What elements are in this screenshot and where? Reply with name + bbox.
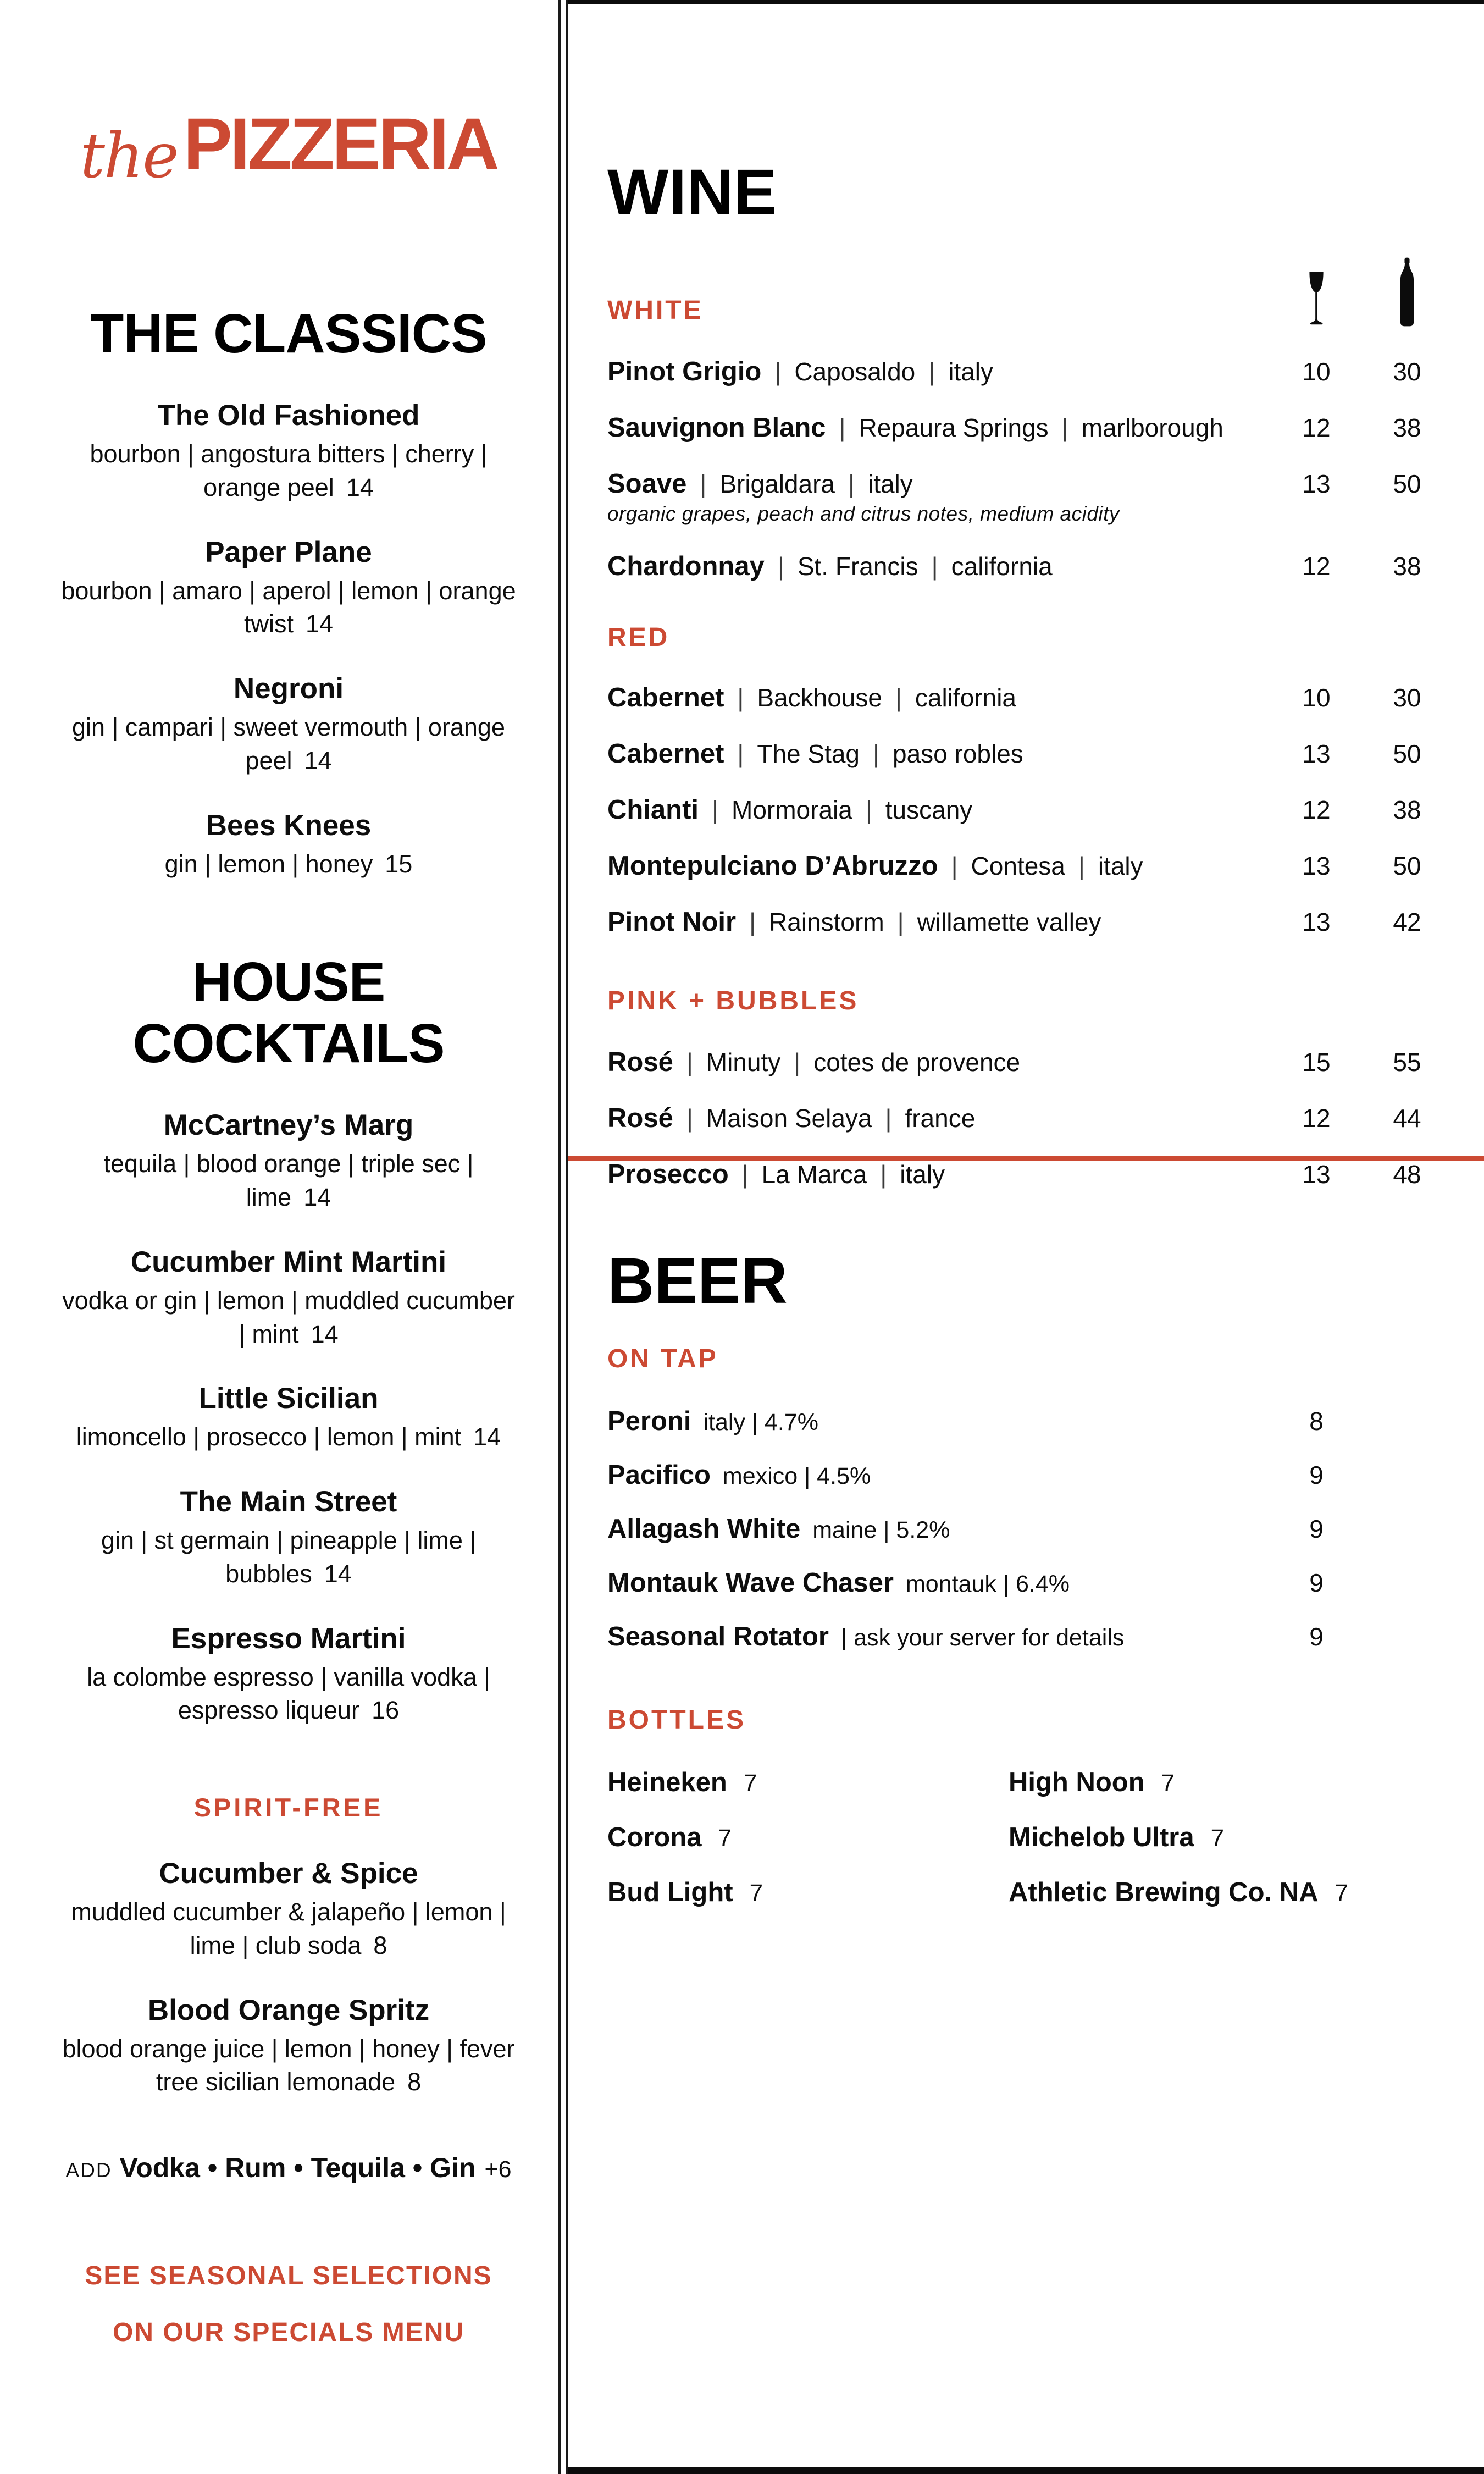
beer-row [607, 1621, 1454, 1652]
wine-region: paso robles [892, 739, 1023, 768]
item-price: 14 [473, 1423, 501, 1451]
separator: | [951, 852, 958, 880]
glass-price: 12 [1302, 796, 1331, 824]
item-name: Cucumber & Spice [159, 1857, 418, 1890]
glass-price: 13 [1302, 852, 1331, 880]
spirit-free-section-label: SPIRIT-FREE [193, 1793, 384, 1822]
menu-item [41, 399, 536, 505]
menu-item [41, 1382, 536, 1454]
glass-price: 13 [1302, 1160, 1331, 1189]
glass-price: 12 [1302, 1104, 1331, 1133]
beer-row [607, 1406, 1454, 1437]
separator: | [848, 470, 855, 498]
separator: | [794, 1048, 801, 1076]
beer-detail: italy | 4.7% [703, 1409, 819, 1435]
wine-region: tuscany [885, 796, 973, 824]
wine-tasting-note: organic grapes, peach and citrus notes, medium acidity [607, 502, 1120, 525]
wine-row [607, 551, 1454, 582]
menu-item [41, 1245, 536, 1351]
item-description: gin | lemon | honey 15 [164, 849, 413, 878]
beer-detail: | ask your server for details [840, 1625, 1125, 1651]
beer-name: Seasonal Rotator [607, 1622, 829, 1652]
add-price: +6 [484, 2156, 512, 2183]
restaurant-logo [41, 102, 536, 192]
menu-item [41, 1993, 536, 2100]
separator: | [885, 1104, 892, 1133]
wine-row [607, 682, 1454, 713]
wine-section-title: WINE [607, 156, 777, 229]
beer-name: Athletic Brewing Co. NA [1009, 1877, 1319, 1907]
beer-name: Montauk Wave Chaser [607, 1568, 894, 1598]
pink-bubbles-label: PINK + BUBBLES [607, 986, 859, 1015]
beer-name: Pacifico [607, 1460, 711, 1490]
bottles-list [607, 1767, 1454, 1908]
wine-row [607, 1047, 1454, 1078]
glass-price: 13 [1302, 908, 1331, 936]
wine-region: california [915, 683, 1016, 712]
beer-price: 9 [1309, 1461, 1324, 1489]
separator: | [1078, 852, 1085, 880]
wine-bottle-icon [1360, 257, 1454, 328]
column-divider-line [558, 0, 561, 2474]
beer-name: Bud Light [607, 1877, 733, 1907]
separator: | [897, 908, 904, 936]
item-price: 14 [303, 1183, 331, 1211]
bottles-label: BOTTLES [607, 1705, 746, 1735]
wine-name: Pinot Noir [607, 907, 737, 937]
separator: | [1061, 413, 1068, 442]
wine-producer: The Stag [757, 739, 860, 768]
bottle-item [1009, 1877, 1454, 1908]
wine-region: italy [948, 357, 994, 386]
item-price: 14 [324, 1559, 352, 1588]
wine-beer-column [607, 0, 1454, 2474]
beer-row [607, 1567, 1454, 1598]
wine-row [607, 412, 1454, 443]
on-tap-label: ON TAP [607, 1344, 718, 1373]
item-price: 8 [407, 2068, 422, 2096]
seasonal-note: SEE SEASONAL SELECTIONS ON OUR SPECIALS MENU [85, 2261, 492, 2347]
item-price: 14 [346, 473, 374, 501]
beer-name: Michelob Ultra [1009, 1823, 1194, 1852]
bottle-price: 48 [1393, 1160, 1421, 1189]
menu-item [41, 1108, 536, 1214]
separator: | [895, 683, 902, 712]
cocktails-column [41, 0, 536, 2374]
wine-region: cotes de provence [813, 1048, 1021, 1076]
bottle-price: 50 [1393, 470, 1421, 498]
item-description: la colombe espresso | vanilla vodka | espresso liqueur 16 [87, 1663, 490, 1725]
separator: | [928, 357, 935, 386]
bottle-price: 38 [1393, 796, 1421, 824]
item-description: vodka or gin | lemon | muddled cucumber | mint 14 [62, 1286, 515, 1348]
menu-item [41, 1622, 536, 1728]
wine-row [607, 1159, 1454, 1190]
bottle-price: 50 [1393, 852, 1421, 880]
wine-row [607, 738, 1454, 769]
logo-name: PIZZERIA [183, 103, 497, 185]
white-wine-label: WHITE [607, 296, 704, 325]
wine-name: Rosé [607, 1103, 673, 1133]
item-name: Paper Plane [205, 535, 372, 568]
bottle-price: 30 [1393, 357, 1421, 386]
wine-producer: Rainstorm [769, 908, 884, 936]
beer-section [607, 1244, 1454, 1908]
beer-detail: maine | 5.2% [812, 1517, 950, 1543]
menu-item [41, 809, 536, 881]
item-description: gin | st germain | pineapple | lime | bubbles 14 [101, 1526, 477, 1588]
separator: | [686, 1104, 693, 1133]
beer-name: High Noon [1009, 1768, 1145, 1797]
menu-item [41, 672, 536, 778]
wine-row [607, 468, 1454, 499]
beer-price: 7 [718, 1825, 732, 1852]
item-price: 8 [373, 1931, 387, 1959]
separator: | [712, 796, 718, 824]
wine-name: Chardonnay [607, 551, 765, 581]
wine-producer: Contesa [971, 852, 1065, 880]
item-description: blood orange juice | lemon | honey | fever tree sicilian lemonade 8 [62, 2034, 515, 2096]
beer-price: 9 [1309, 1515, 1324, 1543]
menu-item [41, 1857, 536, 1963]
house-cocktails-section-title: HOUSE COCKTAILS [132, 951, 445, 1075]
separator: | [865, 796, 872, 824]
item-price: 16 [372, 1696, 400, 1725]
separator: | [749, 908, 756, 936]
wine-region: italy [900, 1160, 945, 1189]
wine-name: Chianti [607, 795, 699, 825]
column-divider-line [566, 0, 568, 2474]
bottle-item [1009, 1822, 1454, 1853]
bottle-price: 55 [1393, 1048, 1421, 1076]
glass-price: 12 [1302, 552, 1331, 581]
separator: | [741, 1160, 749, 1189]
beer-row [607, 1514, 1454, 1544]
bottle-item [607, 1877, 1009, 1908]
item-description: limoncello | prosecco | lemon | mint 14 [76, 1423, 501, 1451]
beer-price: 7 [743, 1770, 757, 1797]
wine-region: italy [1098, 852, 1143, 880]
beer-name: Peroni [607, 1406, 691, 1436]
item-name: Little Sicilian [198, 1382, 379, 1415]
wine-region: california [951, 552, 1053, 581]
item-description: muddled cucumber & jalapeño | lemon | lime | club soda 8 [71, 1898, 506, 1959]
glass-price: 10 [1302, 683, 1331, 712]
item-price: 14 [311, 1319, 339, 1348]
separator: | [873, 739, 879, 768]
add-label: ADD [65, 2159, 112, 2182]
bottle-item [1009, 1767, 1454, 1798]
wine-producer: La Marca [761, 1160, 867, 1189]
wine-row [607, 851, 1454, 881]
wine-glass-icon [1272, 270, 1360, 328]
item-description: bourbon | amaro | aperol | lemon | orange twist 14 [61, 576, 516, 638]
beer-section-title: BEER [607, 1245, 788, 1317]
beer-price: 8 [1309, 1407, 1324, 1435]
beer-detail: montauk | 6.4% [905, 1571, 1070, 1597]
beer-name: Corona [607, 1823, 702, 1852]
wine-row [607, 356, 1454, 387]
wine-region: willamette valley [917, 908, 1101, 936]
wine-region: france [905, 1104, 976, 1133]
menu-item [41, 1485, 536, 1591]
item-description: bourbon | angostura bitters | cherry | orange peel 14 [90, 440, 488, 501]
menu-item [41, 535, 536, 642]
separator: | [931, 552, 938, 581]
item-name: Bees Knees [206, 809, 372, 842]
classics-section-title: THE CLASSICS [90, 303, 487, 365]
glass-price: 12 [1302, 413, 1331, 442]
wine-name: Soave [607, 469, 687, 499]
beer-row [607, 1460, 1454, 1490]
wine-producer: St. Francis [797, 552, 918, 581]
wine-producer: Brigaldara [719, 470, 835, 498]
separator: | [737, 739, 744, 768]
bottle-price: 42 [1393, 908, 1421, 936]
beer-detail: mexico | 4.5% [722, 1463, 871, 1489]
wine-row [607, 1103, 1454, 1134]
separator: | [774, 357, 782, 386]
separator: | [700, 470, 707, 498]
item-name: The Old Fashioned [157, 399, 420, 432]
separator: | [880, 1160, 887, 1189]
separator: | [839, 413, 846, 442]
red-wine-label: RED [607, 623, 670, 652]
wine-header-row [607, 257, 1454, 328]
wine-producer: Minuty [706, 1048, 781, 1076]
wine-region: marlborough [1081, 413, 1223, 442]
wine-row [607, 907, 1454, 937]
item-price: 15 [385, 849, 413, 878]
wine-name: Sauvignon Blanc [607, 413, 826, 443]
wine-producer: Mormoraia [732, 796, 852, 824]
beer-price: 7 [1161, 1770, 1175, 1797]
item-description: tequila | blood orange | triple sec | lime 14 [103, 1150, 474, 1211]
item-name: The Main Street [180, 1485, 397, 1518]
item-price: 14 [304, 746, 332, 775]
beer-price: 9 [1309, 1569, 1324, 1597]
beer-price: 9 [1309, 1622, 1324, 1651]
item-price: 14 [305, 610, 334, 638]
wine-name: Montepulciano D’Abruzzo [607, 851, 938, 881]
glass-price: 10 [1302, 357, 1331, 386]
item-description: gin | campari | sweet vermouth | orange peel 14 [72, 713, 505, 775]
separator: | [737, 683, 744, 712]
item-name: Blood Orange Spritz [147, 1993, 430, 2026]
bottle-item [607, 1822, 1009, 1853]
item-name: McCartney’s Marg [163, 1109, 414, 1142]
wine-name: Pinot Grigio [607, 357, 762, 386]
glass-price: 15 [1302, 1048, 1331, 1076]
item-name: Espresso Martini [171, 1622, 406, 1655]
wine-name: Rosé [607, 1047, 673, 1077]
wine-producer: Backhouse [757, 683, 882, 712]
glass-price: 13 [1302, 739, 1331, 768]
wine-section [607, 155, 1454, 1215]
wine-producer: Repaura Springs [859, 413, 1049, 442]
bottle-price: 50 [1393, 739, 1421, 768]
beer-price: 7 [1210, 1825, 1225, 1852]
beer-price: 7 [1335, 1880, 1349, 1907]
beer-name: Allagash White [607, 1514, 801, 1544]
separator: | [686, 1048, 693, 1076]
beer-price: 7 [749, 1880, 763, 1907]
logo-prefix: the [80, 120, 178, 192]
bottle-price: 30 [1393, 683, 1421, 712]
add-spirit-line [41, 2152, 536, 2184]
separator: | [777, 552, 784, 581]
glass-price: 13 [1302, 470, 1331, 498]
wine-name: Prosecco [607, 1159, 729, 1189]
beer-name: Heineken [607, 1768, 727, 1797]
wine-name: Cabernet [607, 683, 724, 713]
bottle-price: 38 [1393, 552, 1421, 581]
wine-producer: Caposaldo [794, 357, 916, 386]
wine-producer: Maison Selaya [706, 1104, 872, 1133]
wine-region: italy [867, 470, 913, 498]
bottle-price: 44 [1393, 1104, 1421, 1133]
item-name: Negroni [233, 672, 344, 705]
item-name: Cucumber Mint Martini [130, 1245, 447, 1278]
wine-row [607, 794, 1454, 825]
wine-name: Cabernet [607, 739, 724, 769]
bottle-price: 38 [1393, 413, 1421, 442]
add-spirits: Vodka • Rum • Tequila • Gin [119, 2152, 476, 2183]
bottle-item [607, 1767, 1009, 1798]
